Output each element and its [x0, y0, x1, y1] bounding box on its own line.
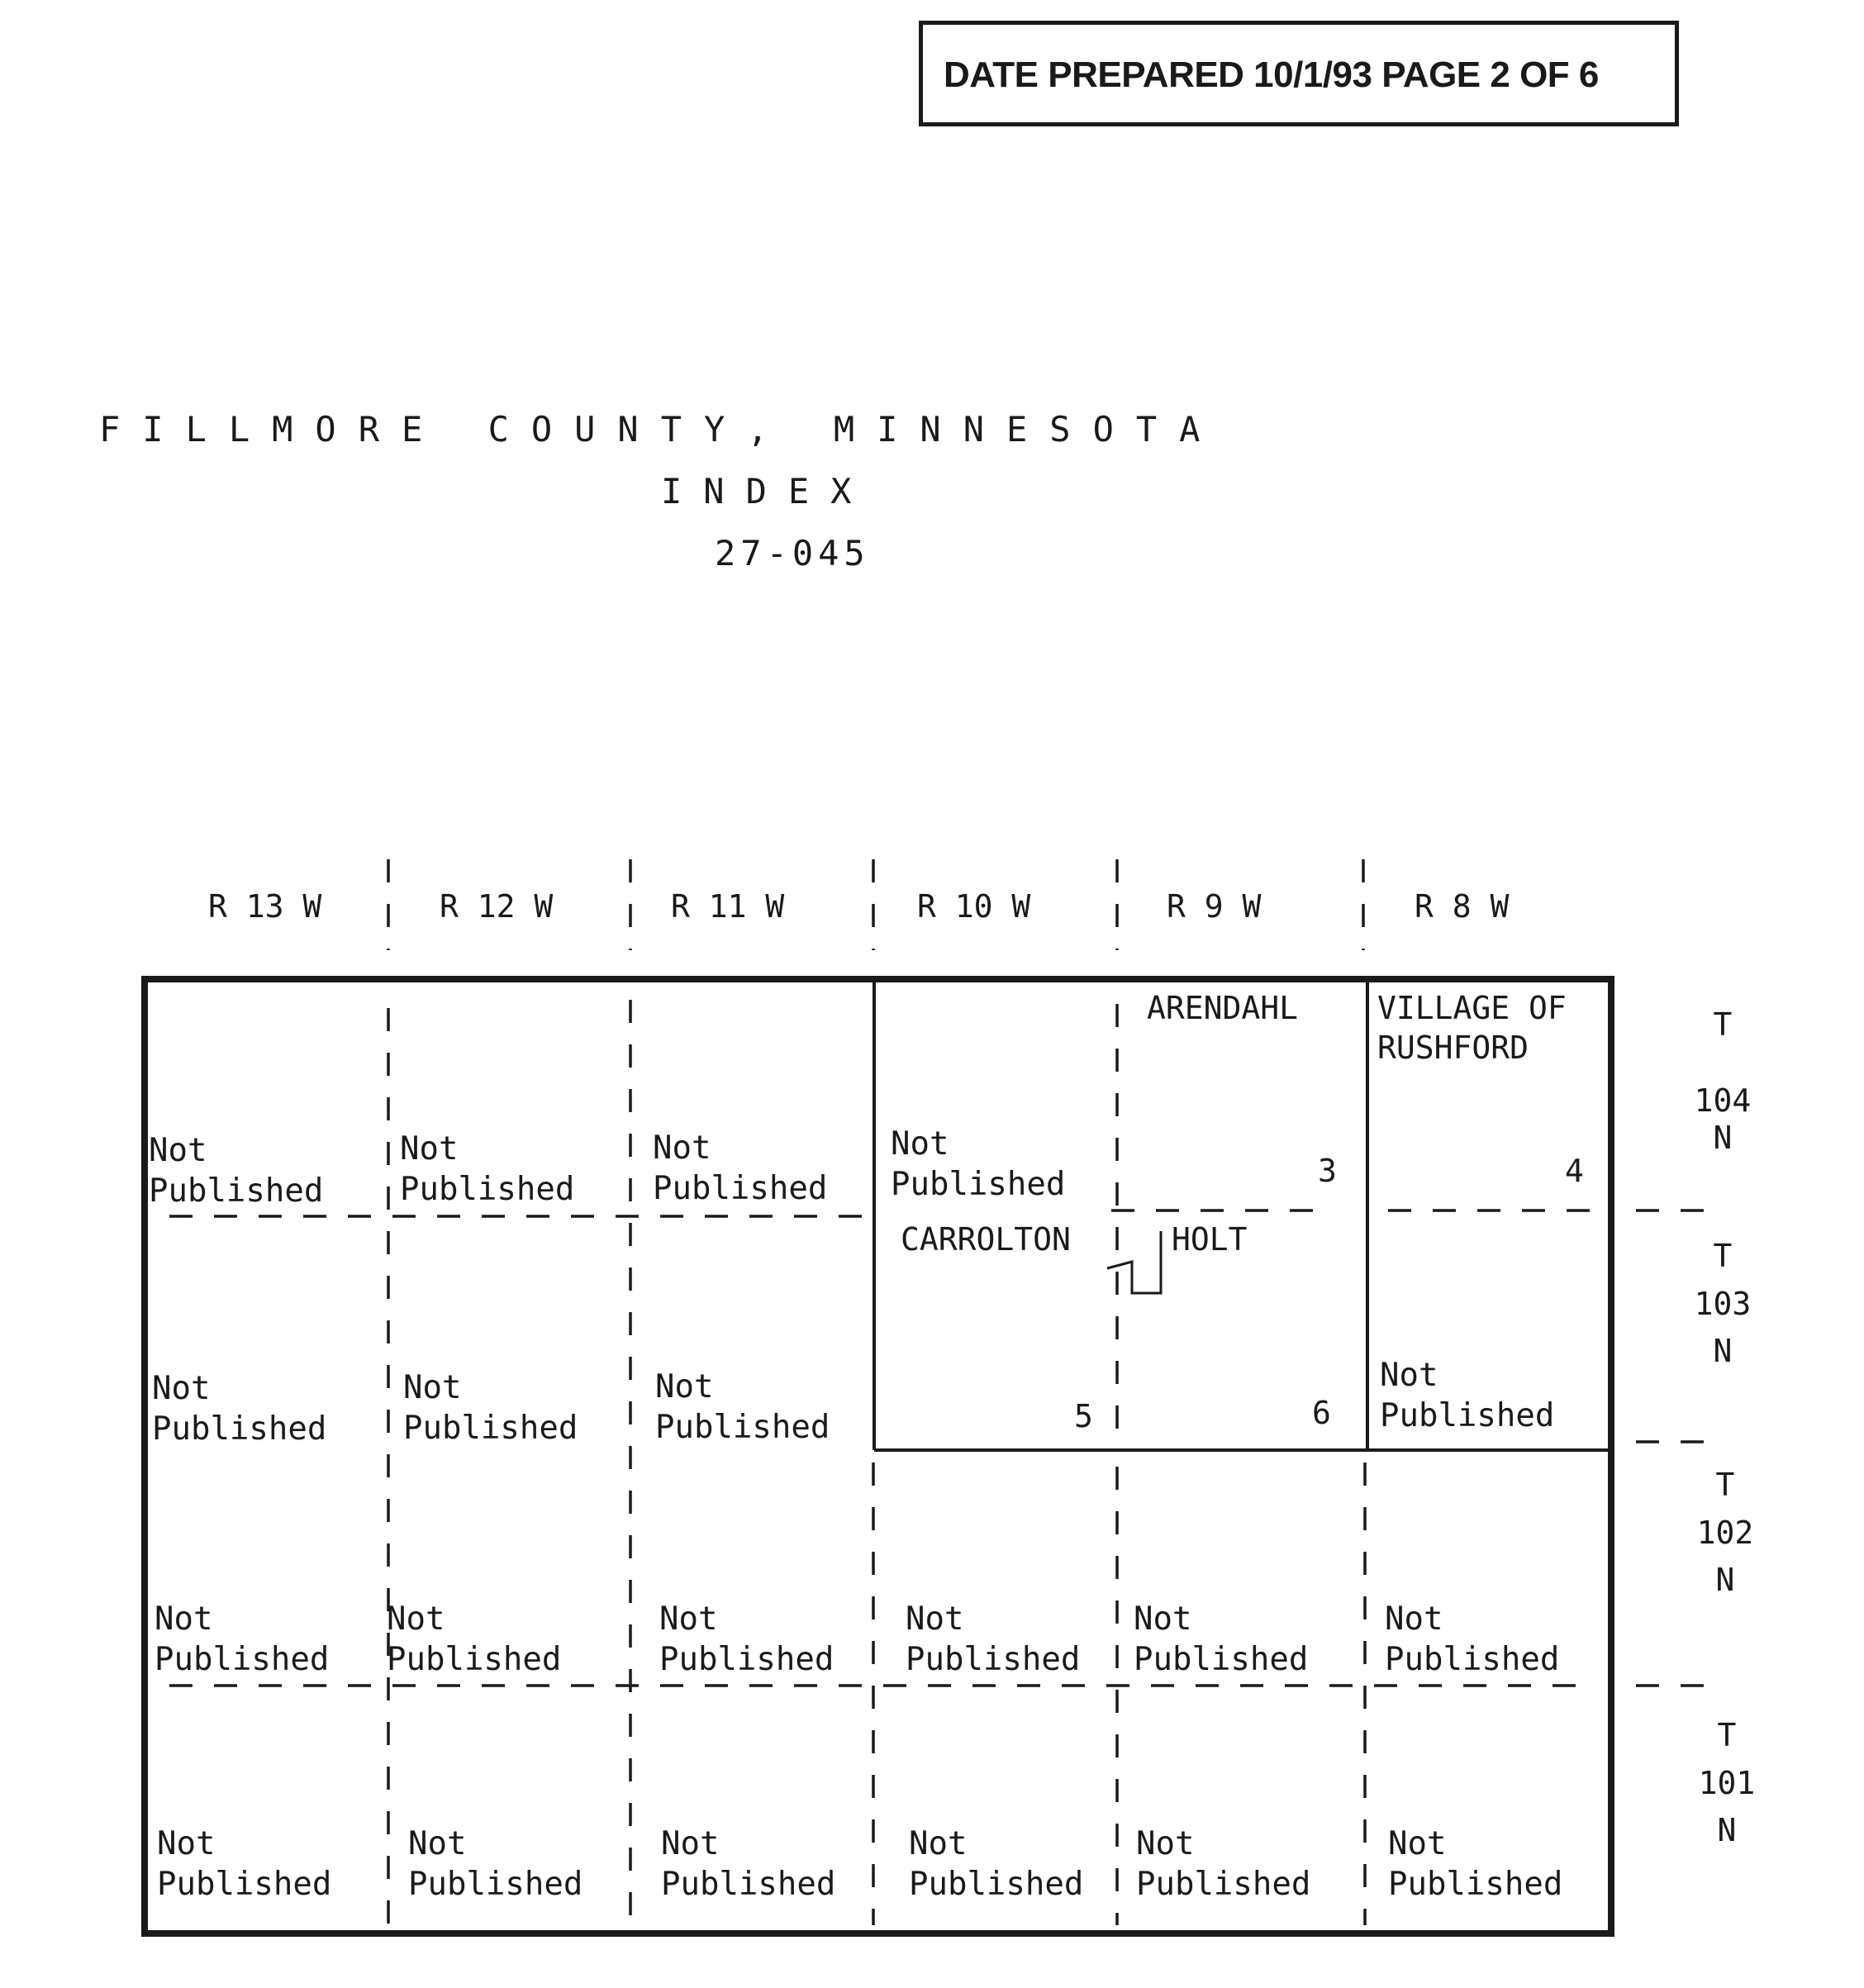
range-header-8w: R 8 W	[1415, 888, 1510, 925]
cell-r8w-t101: Not Published	[1388, 1825, 1563, 1903]
cell-r13w-t104: Not Published	[149, 1132, 324, 1210]
cell-r9w-t101: Not Published	[1136, 1825, 1311, 1903]
township-label-101: T 101 N	[1698, 1717, 1756, 1849]
cell-r10w-t102: Not Published	[906, 1600, 1081, 1678]
sheet-number-3: 3	[1318, 1153, 1337, 1189]
cell-r10w-t104: Not Published	[891, 1125, 1066, 1203]
grid-outer-border	[145, 979, 1611, 1933]
range-header-9w: R 9 W	[1167, 888, 1262, 925]
cell-r13w-t102: Not Published	[155, 1600, 330, 1678]
index-number: 27-045	[715, 533, 870, 573]
cell-r11w-t102: Not Published	[659, 1600, 835, 1678]
range-header-12w: R 12 W	[440, 888, 554, 925]
cell-r10w-t101: Not Published	[909, 1825, 1084, 1903]
sheet-number-6: 6	[1312, 1395, 1331, 1431]
sheet-number-4: 4	[1565, 1153, 1584, 1189]
cell-r8w-t102: Not Published	[1385, 1600, 1560, 1678]
cell-r11w-t101: Not Published	[661, 1825, 836, 1903]
sheet-number-5: 5	[1074, 1398, 1093, 1434]
place-village-of-rushford: VILLAGE OF RUSHFORD	[1377, 990, 1567, 1066]
cell-r12w-t103: Not Published	[403, 1369, 578, 1447]
cell-r11w-t104: Not Published	[653, 1130, 828, 1207]
cell-r8w-t103: Not Published	[1380, 1357, 1555, 1434]
place-carrolton: CARROLTON	[901, 1221, 1071, 1258]
date-prepared-text: DATE PREPARED 10/1/93 PAGE 2 OF 6	[944, 55, 1599, 95]
index-label: INDEX	[661, 471, 873, 511]
cell-r13w-t103: Not Published	[152, 1370, 327, 1448]
holt-boundary-jog	[1107, 1231, 1161, 1293]
cell-r9w-t102: Not Published	[1134, 1600, 1309, 1678]
cell-r11w-t103: Not Published	[655, 1368, 830, 1446]
range-header-11w: R 11 W	[671, 888, 785, 925]
cell-r12w-t101: Not Published	[408, 1825, 583, 1903]
range-header-13w: R 13 W	[208, 888, 322, 925]
cell-r13w-t101: Not Published	[157, 1825, 332, 1903]
place-holt: HOLT	[1172, 1221, 1248, 1258]
cell-r12w-t102: Not Published	[387, 1600, 562, 1678]
county-title: FILLMORE COUNTY, MINNESOTA	[99, 409, 1223, 449]
place-arendahl: ARENDAHL	[1147, 990, 1299, 1026]
township-label-104: T 104 N	[1694, 1006, 1752, 1157]
cell-r12w-t104: Not Published	[400, 1130, 575, 1208]
township-label-103: T 103 N	[1694, 1238, 1752, 1370]
township-label-102: T 102 N	[1696, 1467, 1754, 1599]
range-header-10w: R 10 W	[917, 888, 1031, 925]
